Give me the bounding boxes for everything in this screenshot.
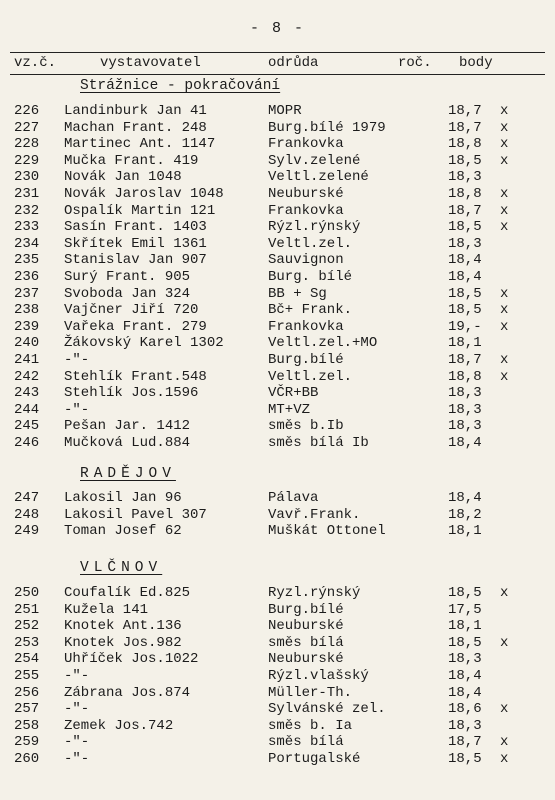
- table-row: [0, 253, 555, 268]
- award-mark: x: [500, 152, 509, 169]
- points-score: 18,3: [448, 418, 482, 435]
- section-title: VLČNOV: [80, 560, 163, 576]
- table-row: [0, 303, 555, 318]
- entry-number: 237: [14, 285, 40, 302]
- entry-number: 233: [14, 219, 40, 236]
- exhibitor-name: Vařeka Frant. 279: [64, 318, 207, 335]
- exhibitor-name: -"-: [64, 401, 90, 418]
- points-score: 18,5: [448, 302, 482, 319]
- header-points: body: [459, 55, 493, 71]
- table-row: [0, 702, 555, 717]
- award-mark: x: [500, 285, 509, 302]
- exhibitor-name: Pešan Jar. 1412: [64, 418, 191, 435]
- exhibitor-name: Mučková Lud.884: [64, 435, 191, 451]
- table-row: [0, 154, 555, 169]
- entry-number: 246: [14, 435, 40, 451]
- award-mark: x: [500, 352, 509, 368]
- wine-variety: Rýzl.vlašský: [268, 668, 369, 684]
- wine-variety: Ryzl.rýnský: [268, 585, 361, 601]
- entry-number: 248: [14, 506, 40, 523]
- wine-variety: směs b. Ia: [268, 717, 353, 734]
- entry-number: 259: [14, 734, 40, 751]
- award-mark: x: [500, 368, 509, 385]
- wine-variety: Frankovka: [268, 202, 344, 219]
- points-score: 18,4: [448, 668, 482, 684]
- points-score: 18,7: [448, 352, 482, 368]
- exhibitor-name: Mučka Frant. 419: [64, 152, 199, 169]
- entry-number: 254: [14, 651, 40, 668]
- points-score: 17,5: [448, 601, 482, 618]
- table-row: [0, 436, 555, 451]
- exhibitor-name: Lakosil Jan 96: [64, 490, 182, 506]
- exhibitor-name: Ospalík Martin 121: [64, 202, 216, 219]
- wine-variety: směs bílá Ib: [268, 435, 369, 451]
- table-row: [0, 370, 555, 385]
- points-score: 18,3: [448, 235, 482, 252]
- wine-variety: Vavř.Frank.: [268, 506, 361, 523]
- exhibitor-name: -"-: [64, 751, 90, 767]
- points-score: 18,5: [448, 152, 482, 169]
- award-mark: x: [500, 219, 509, 236]
- table-row: [0, 752, 555, 767]
- exhibitor-name: Knotek Jos.982: [64, 634, 182, 651]
- award-mark: x: [500, 734, 509, 751]
- entry-number: 241: [14, 352, 40, 368]
- points-score: 18,4: [448, 269, 482, 285]
- entry-number: 236: [14, 269, 40, 285]
- header-bottom-rule: [10, 74, 545, 75]
- points-score: 18,5: [448, 219, 482, 236]
- wine-variety: Neuburské: [268, 651, 344, 668]
- entry-number: 257: [14, 701, 40, 718]
- wine-variety: Sylv.zelené: [268, 152, 361, 169]
- entry-number: 240: [14, 335, 40, 352]
- exhibitor-name: Žákovský Karel 1302: [64, 335, 224, 352]
- points-score: 18,4: [448, 490, 482, 506]
- header-number: vz.č.: [14, 55, 57, 71]
- table-row: [0, 121, 555, 136]
- points-score: 18,8: [448, 368, 482, 385]
- wine-variety: Veltl.zel.: [268, 368, 353, 385]
- wine-variety: Veltl.zel.+MO: [268, 335, 378, 352]
- entry-number: 227: [14, 119, 40, 136]
- entry-number: 231: [14, 186, 40, 202]
- entry-number: 242: [14, 368, 40, 385]
- exhibitor-name: Vajčner Jiří 720: [64, 302, 199, 319]
- wine-variety: Pálava: [268, 490, 319, 506]
- header-exhibitor: vystavovatel: [100, 55, 201, 71]
- table-row: [0, 719, 555, 734]
- wine-variety: Muškát Ottonel: [268, 523, 386, 540]
- header-variety: odrůda: [268, 55, 319, 71]
- points-score: 18,3: [448, 717, 482, 734]
- exhibitor-name: Knotek Ant.136: [64, 618, 182, 635]
- wine-variety: směs b.Ib: [268, 418, 344, 435]
- entry-number: 250: [14, 585, 40, 601]
- entry-number: 228: [14, 136, 40, 153]
- award-mark: x: [500, 701, 509, 718]
- exhibitor-name: -"-: [64, 734, 90, 751]
- exhibitor-name: Landinburk Jan 41: [64, 103, 207, 119]
- wine-variety: Burg. bílé: [268, 269, 353, 285]
- exhibitor-name: Surý Frant. 905: [64, 269, 191, 285]
- table-row: [0, 586, 555, 601]
- exhibitor-name: Sasín Frant. 1403: [64, 219, 207, 236]
- entry-number: 258: [14, 717, 40, 734]
- entry-number: 230: [14, 169, 40, 186]
- wine-variety: Frankovka: [268, 318, 344, 335]
- exhibitor-name: Novák Jan 1048: [64, 169, 182, 186]
- exhibitor-name: Stanislav Jan 907: [64, 252, 207, 269]
- entry-number: 235: [14, 252, 40, 269]
- page-number: - 8 -: [249, 20, 305, 37]
- entry-number: 239: [14, 318, 40, 335]
- wine-variety: Burg.bílé 1979: [268, 119, 386, 136]
- table-row: [0, 669, 555, 684]
- table-row: [0, 104, 555, 119]
- exhibitor-name: Stehlík Jos.1596: [64, 385, 199, 402]
- exhibitor-name: -"-: [64, 352, 90, 368]
- wine-variety: MOPR: [268, 103, 302, 119]
- entry-number: 244: [14, 401, 40, 418]
- wine-variety: Neuburské: [268, 618, 344, 635]
- table-row: [0, 636, 555, 651]
- table-row: [0, 524, 555, 539]
- points-score: 18,8: [448, 136, 482, 153]
- points-score: 18,3: [448, 651, 482, 668]
- points-score: 18,7: [448, 734, 482, 751]
- table-row: [0, 320, 555, 335]
- exhibitor-name: -"-: [64, 701, 90, 718]
- table-row: [0, 508, 555, 523]
- exhibitor-name: -"-: [64, 668, 90, 684]
- exhibitor-name: Stehlík Frant.548: [64, 368, 207, 385]
- table-row: [0, 419, 555, 434]
- wine-variety: Müller-Th.: [268, 684, 353, 701]
- exhibitor-name: Zemek Jos.742: [64, 717, 174, 734]
- exhibitor-name: Kužela 141: [64, 601, 149, 618]
- wine-variety: směs bílá: [268, 734, 344, 751]
- wine-variety: Veltl.zel.: [268, 235, 353, 252]
- section-title: Strážnice - pokračování: [80, 78, 281, 94]
- points-score: 18,7: [448, 103, 482, 119]
- exhibitor-name: Martinec Ant. 1147: [64, 136, 216, 153]
- header-year: roč.: [398, 55, 432, 71]
- entry-number: 260: [14, 751, 40, 767]
- points-score: 18,8: [448, 186, 482, 202]
- table-header: [0, 55, 555, 73]
- points-score: 18,1: [448, 618, 482, 635]
- wine-variety: BB + Sg: [268, 285, 327, 302]
- table-row: [0, 204, 555, 219]
- award-mark: x: [500, 103, 509, 119]
- entry-number: 229: [14, 152, 40, 169]
- award-mark: x: [500, 202, 509, 219]
- award-mark: x: [500, 634, 509, 651]
- points-score: 18,6: [448, 701, 482, 718]
- entry-number: 251: [14, 601, 40, 618]
- exhibitor-name: Lakosil Pavel 307: [64, 506, 207, 523]
- award-mark: x: [500, 302, 509, 319]
- table-row: [0, 220, 555, 235]
- table-row: [0, 237, 555, 252]
- table-row: [0, 270, 555, 285]
- wine-variety: Neuburské: [268, 186, 344, 202]
- section-title: RADĚJOV: [80, 466, 176, 482]
- points-score: 18,5: [448, 585, 482, 601]
- entry-number: 249: [14, 523, 40, 540]
- points-score: 18,3: [448, 401, 482, 418]
- exhibitor-name: Coufalík Ed.825: [64, 585, 191, 601]
- entry-number: 234: [14, 235, 40, 252]
- exhibitor-name: Novák Jaroslav 1048: [64, 186, 224, 202]
- points-score: 19,-: [448, 318, 482, 335]
- wine-variety: směs bílá: [268, 634, 344, 651]
- entry-number: 253: [14, 634, 40, 651]
- points-score: 18,5: [448, 634, 482, 651]
- header-top-rule: [10, 52, 545, 53]
- table-row: [0, 170, 555, 185]
- table-row: [0, 491, 555, 506]
- points-score: 18,1: [448, 523, 482, 540]
- wine-variety: Portugalské: [268, 751, 361, 767]
- award-mark: x: [500, 186, 509, 202]
- exhibitor-name: Zábrana Jos.874: [64, 684, 191, 701]
- exhibitor-name: Toman Josef 62: [64, 523, 182, 540]
- points-score: 18,3: [448, 169, 482, 186]
- points-score: 18,3: [448, 385, 482, 402]
- entry-number: 243: [14, 385, 40, 402]
- entry-number: 247: [14, 490, 40, 506]
- wine-variety: Bč+ Frank.: [268, 302, 353, 319]
- table-row: [0, 652, 555, 667]
- table-row: [0, 686, 555, 701]
- award-mark: x: [500, 585, 509, 601]
- entry-number: 232: [14, 202, 40, 219]
- entry-number: 256: [14, 684, 40, 701]
- award-mark: x: [500, 119, 509, 136]
- table-row: [0, 386, 555, 401]
- exhibitor-name: Machan Frant. 248: [64, 119, 207, 136]
- entry-number: 238: [14, 302, 40, 319]
- wine-variety: Burg.bílé: [268, 601, 344, 618]
- table-row: [0, 287, 555, 302]
- wine-variety: MT+VZ: [268, 401, 311, 418]
- exhibitor-name: Svoboda Jan 324: [64, 285, 191, 302]
- points-score: 18,4: [448, 252, 482, 269]
- table-row: [0, 353, 555, 368]
- award-mark: x: [500, 136, 509, 153]
- table-row: [0, 619, 555, 634]
- entry-number: 226: [14, 103, 40, 119]
- points-score: 18,1: [448, 335, 482, 352]
- wine-variety: VČR+BB: [268, 385, 319, 402]
- award-mark: x: [500, 751, 509, 767]
- points-score: 18,4: [448, 435, 482, 451]
- table-row: [0, 735, 555, 750]
- points-score: 18,7: [448, 202, 482, 219]
- exhibitor-name: Uhříček Jos.1022: [64, 651, 199, 668]
- entry-number: 252: [14, 618, 40, 635]
- wine-variety: Sauvignon: [268, 252, 344, 269]
- points-score: 18,7: [448, 119, 482, 136]
- award-mark: x: [500, 318, 509, 335]
- wine-variety: Frankovka: [268, 136, 344, 153]
- wine-variety: Veltl.zelené: [268, 169, 369, 186]
- table-row: [0, 137, 555, 152]
- wine-variety: Sylvánské zel.: [268, 701, 386, 718]
- table-row: [0, 403, 555, 418]
- points-score: 18,4: [448, 684, 482, 701]
- table-row: [0, 187, 555, 202]
- points-score: 18,2: [448, 506, 482, 523]
- table-row: [0, 603, 555, 618]
- exhibitor-name: Skřítek Emil 1361: [64, 235, 207, 252]
- wine-variety: Burg.bílé: [268, 352, 344, 368]
- wine-variety: Rýzl.rýnský: [268, 219, 361, 236]
- entry-number: 245: [14, 418, 40, 435]
- table-row: [0, 336, 555, 351]
- points-score: 18,5: [448, 751, 482, 767]
- entry-number: 255: [14, 668, 40, 684]
- points-score: 18,5: [448, 285, 482, 302]
